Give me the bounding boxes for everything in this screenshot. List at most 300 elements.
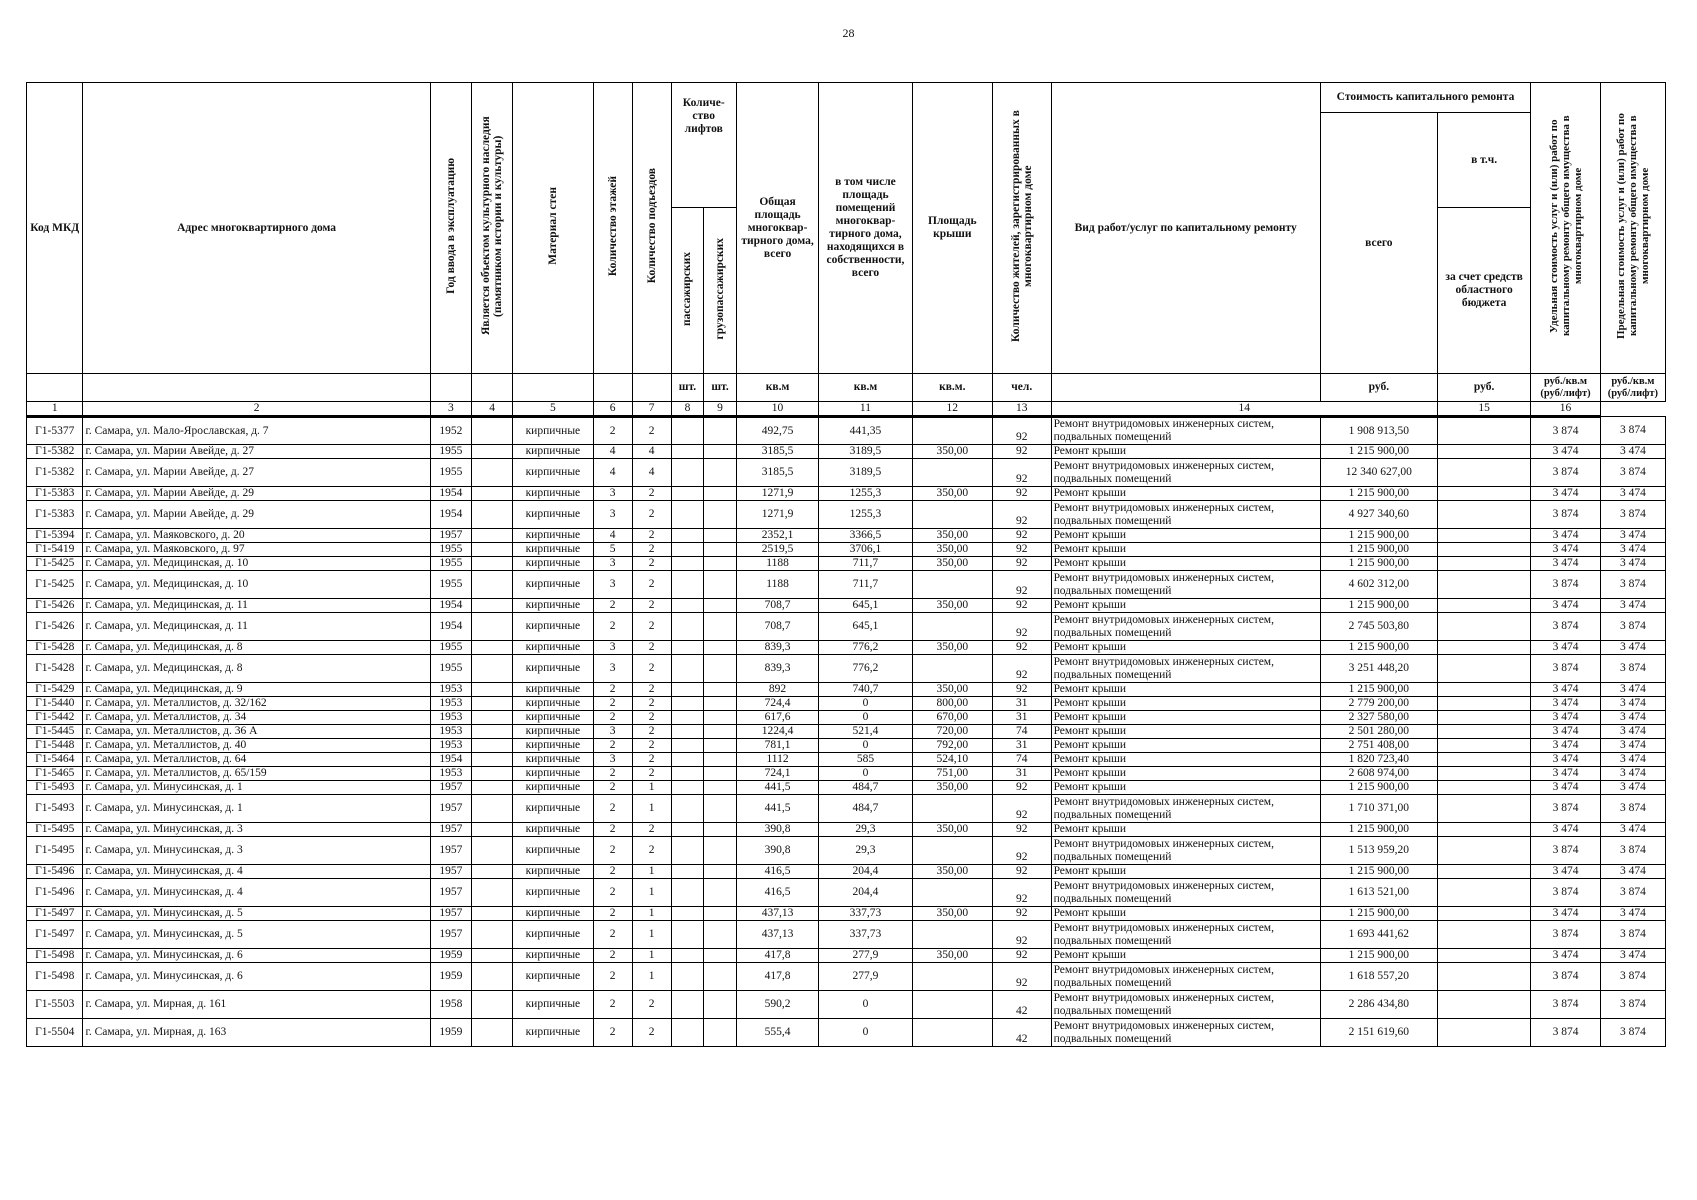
cell-floors: 2	[593, 991, 632, 1019]
cell-year: 1953	[430, 739, 471, 753]
cell-residents: 92	[992, 641, 1051, 655]
cell-unit-cost: 3 874	[1531, 501, 1600, 529]
cell-address: г. Самара, ул. Минусинская, д. 3	[83, 823, 430, 837]
cell-total-area: 839,3	[736, 655, 818, 683]
page-number: 28	[842, 26, 855, 40]
cell-address: г. Самара, ул. Медицинская, д. 8	[83, 641, 430, 655]
cell-total-area: 617,6	[736, 711, 818, 725]
cell-lifts-passenger	[671, 963, 704, 991]
cell-year: 1953	[430, 683, 471, 697]
cell-entrances: 1	[632, 781, 671, 795]
cell-address: г. Самара, ул. Металлистов, д. 36 А	[83, 725, 430, 739]
cell-max-cost: 3 874	[1600, 501, 1665, 529]
cell-max-cost: 3 474	[1600, 949, 1665, 963]
cell-code: Г1-5383	[27, 487, 83, 501]
cell-cost-total: 12 340 627,00	[1320, 459, 1437, 487]
cell-wall-material: кирпичные	[513, 949, 593, 963]
cell-cost-total: 1 215 900,00	[1320, 907, 1437, 921]
cell-cost-total: 3 251 448,20	[1320, 655, 1437, 683]
cell-owned-area: 0	[819, 991, 912, 1019]
cell-unit-cost: 3 474	[1531, 739, 1600, 753]
cell-roof-area: 792,00	[912, 739, 992, 753]
cell-total-area: 708,7	[736, 613, 818, 641]
cell-lifts-passenger	[671, 571, 704, 599]
cell-wall-material: кирпичные	[513, 753, 593, 767]
cell-year: 1953	[430, 697, 471, 711]
cell-cost-regional	[1437, 711, 1530, 725]
cell-wall-material: кирпичные	[513, 907, 593, 921]
cell-cost-total: 1 710 371,00	[1320, 795, 1437, 823]
cell-heritage	[472, 697, 513, 711]
cell-year: 1953	[430, 711, 471, 725]
cell-entrances: 2	[632, 711, 671, 725]
cell-code: Г1-5425	[27, 557, 83, 571]
cell-address: г. Самара, ул. Минусинская, д. 5	[83, 907, 430, 921]
cell-lifts-cargo	[704, 795, 737, 823]
cell-unit-cost: 3 474	[1531, 683, 1600, 697]
cell-cost-regional	[1437, 991, 1530, 1019]
cell-cost-regional	[1437, 767, 1530, 781]
cell-unit-cost: 3 474	[1531, 543, 1600, 557]
table-row	[27, 613, 1666, 641]
header-lifts: Количе-ство лифтов	[671, 83, 736, 208]
cell-owned-area: 484,7	[819, 795, 912, 823]
cell-address: г. Самара, ул. Марии Авейде, д. 29	[83, 487, 430, 501]
cell-residents: 92	[992, 613, 1051, 641]
cell-max-cost: 3 474	[1600, 557, 1665, 571]
cell-lifts-cargo	[704, 529, 737, 543]
header-max-cost: Предельная стоимость услуг и (или) работ по капитальному ремонту общего имущества в многоквартирном доме	[1614, 113, 1651, 339]
cell-year: 1954	[430, 753, 471, 767]
cell-entrances: 1	[632, 879, 671, 907]
cell-address: г. Самара, ул. Минусинская, д. 6	[83, 963, 430, 991]
cell-cost-regional	[1437, 417, 1530, 445]
cell-cost-regional	[1437, 445, 1530, 459]
cell-roof-area: 350,00	[912, 641, 992, 655]
cell-max-cost: 3 474	[1600, 753, 1665, 767]
cell-cost-total: 1 215 900,00	[1320, 487, 1437, 501]
cell-cost-regional	[1437, 641, 1530, 655]
cell-max-cost: 3 474	[1600, 907, 1665, 921]
cell-roof-area: 350,00	[912, 557, 992, 571]
cell-lifts-cargo	[704, 991, 737, 1019]
cell-cost-total: 1 820 723,40	[1320, 753, 1437, 767]
cell-floors: 2	[593, 907, 632, 921]
cell-code: Г1-5377	[27, 417, 83, 445]
cell-entrances: 4	[632, 459, 671, 487]
cell-wall-material: кирпичные	[513, 795, 593, 823]
cell-cost-total: 1 215 900,00	[1320, 865, 1437, 879]
cell-address: г. Самара, ул. Минусинская, д. 5	[83, 921, 430, 949]
cell-cost-regional	[1437, 655, 1530, 683]
col-number: 10	[736, 402, 818, 417]
unit-owned-area: кв.м	[819, 374, 912, 402]
cell-total-area: 1271,9	[736, 487, 818, 501]
cell-lifts-passenger	[671, 879, 704, 907]
cell-code: Г1-5497	[27, 921, 83, 949]
cell-owned-area: 337,73	[819, 907, 912, 921]
cell-max-cost: 3 474	[1600, 487, 1665, 501]
cell-cost-total: 1 613 521,00	[1320, 879, 1437, 907]
table-row	[27, 963, 1666, 991]
cell-roof-area	[912, 991, 992, 1019]
cell-total-area: 708,7	[736, 599, 818, 613]
cell-residents: 92	[992, 865, 1051, 879]
cell-max-cost: 3 874	[1600, 921, 1665, 949]
header-work-type: Вид работ/услуг по капитальному ремонту	[1051, 83, 1320, 374]
cell-address: г. Самара, ул. Минусинская, д. 4	[83, 865, 430, 879]
cell-lifts-cargo	[704, 823, 737, 837]
cell-entrances: 4	[632, 445, 671, 459]
header-cost-regional: за счет средств областного бюджета	[1437, 208, 1530, 374]
cell-cost-total: 1 618 557,20	[1320, 963, 1437, 991]
cell-code: Г1-5382	[27, 459, 83, 487]
table-row	[27, 697, 1666, 711]
cell-entrances: 2	[632, 529, 671, 543]
cell-heritage	[472, 767, 513, 781]
cell-lifts-passenger	[671, 921, 704, 949]
cell-lifts-cargo	[704, 557, 737, 571]
col-number: 7	[632, 402, 671, 417]
cell-max-cost: 3 474	[1600, 767, 1665, 781]
cell-unit-cost: 3 874	[1531, 417, 1600, 445]
cell-work-type: Ремонт внутридомовых инженерных систем, подвальных помещений	[1051, 879, 1320, 907]
cell-residents: 92	[992, 501, 1051, 529]
cell-work-type: Ремонт внутридомовых инженерных систем, подвальных помещений	[1051, 655, 1320, 683]
cell-heritage	[472, 529, 513, 543]
cell-total-area: 3185,5	[736, 459, 818, 487]
header-incl: в т.ч.	[1437, 113, 1530, 208]
cell-roof-area: 720,00	[912, 725, 992, 739]
cell-address: г. Самара, ул. Маяковского, д. 20	[83, 529, 430, 543]
cell-year: 1957	[430, 795, 471, 823]
cell-lifts-cargo	[704, 739, 737, 753]
cell-roof-area	[912, 613, 992, 641]
table-row	[27, 487, 1666, 501]
cell-lifts-cargo	[704, 921, 737, 949]
cell-owned-area: 3189,5	[819, 459, 912, 487]
table-row	[27, 571, 1666, 599]
cell-entrances: 2	[632, 1019, 671, 1047]
cell-work-type: Ремонт крыши	[1051, 781, 1320, 795]
cell-year: 1954	[430, 613, 471, 641]
cell-cost-regional	[1437, 753, 1530, 767]
table-row	[27, 767, 1666, 781]
cell-wall-material: кирпичные	[513, 767, 593, 781]
cell-lifts-passenger	[671, 599, 704, 613]
cell-lifts-cargo	[704, 781, 737, 795]
cell-cost-regional	[1437, 557, 1530, 571]
cell-residents: 92	[992, 879, 1051, 907]
table-row	[27, 907, 1666, 921]
table-row	[27, 711, 1666, 725]
cell-code: Г1-5464	[27, 753, 83, 767]
cell-owned-area: 776,2	[819, 655, 912, 683]
cell-total-area: 416,5	[736, 879, 818, 907]
cell-code: Г1-5445	[27, 725, 83, 739]
cell-entrances: 2	[632, 991, 671, 1019]
cell-max-cost: 3 474	[1600, 697, 1665, 711]
cell-total-area: 555,4	[736, 1019, 818, 1047]
cell-owned-area: 484,7	[819, 781, 912, 795]
table-row	[27, 501, 1666, 529]
unit-cost-total: руб.	[1320, 374, 1437, 402]
cell-address: г. Самара, ул. Медицинская, д. 8	[83, 655, 430, 683]
table-row	[27, 739, 1666, 753]
cell-max-cost: 3 874	[1600, 571, 1665, 599]
cell-floors: 4	[593, 459, 632, 487]
cell-floors: 3	[593, 655, 632, 683]
cell-unit-cost: 3 474	[1531, 781, 1600, 795]
cell-entrances: 2	[632, 683, 671, 697]
cell-floors: 2	[593, 599, 632, 613]
cell-code: Г1-5429	[27, 683, 83, 697]
cell-residents: 92	[992, 795, 1051, 823]
cell-residents: 92	[992, 823, 1051, 837]
cell-lifts-passenger	[671, 655, 704, 683]
cell-residents: 92	[992, 907, 1051, 921]
cell-owned-area: 1255,3	[819, 501, 912, 529]
cell-year: 1952	[430, 417, 471, 445]
cell-heritage	[472, 725, 513, 739]
cell-residents: 92	[992, 921, 1051, 949]
cell-wall-material: кирпичные	[513, 739, 593, 753]
cell-cost-regional	[1437, 571, 1530, 599]
cell-year: 1957	[430, 823, 471, 837]
table-row	[27, 837, 1666, 865]
cell-code: Г1-5504	[27, 1019, 83, 1047]
cell-roof-area: 350,00	[912, 487, 992, 501]
cell-year: 1957	[430, 921, 471, 949]
cell-lifts-cargo	[704, 599, 737, 613]
header-lifts-passenger: пассажирских	[681, 251, 694, 326]
table-row	[27, 991, 1666, 1019]
cell-max-cost: 3 874	[1600, 417, 1665, 445]
cell-owned-area: 645,1	[819, 599, 912, 613]
cell-lifts-passenger	[671, 641, 704, 655]
cell-wall-material: кирпичные	[513, 543, 593, 557]
cell-entrances: 1	[632, 907, 671, 921]
cell-unit-cost: 3 874	[1531, 991, 1600, 1019]
header-year: Год ввода в эксплуатацию	[444, 158, 457, 294]
cell-max-cost: 3 874	[1600, 963, 1665, 991]
cell-address: г. Самара, ул. Марии Авейде, д. 27	[83, 459, 430, 487]
cell-heritage	[472, 613, 513, 641]
cell-lifts-passenger	[671, 823, 704, 837]
col-number: 5	[513, 402, 593, 417]
cell-unit-cost: 3 474	[1531, 907, 1600, 921]
cell-floors: 2	[593, 1019, 632, 1047]
cell-entrances: 1	[632, 865, 671, 879]
cell-wall-material: кирпичные	[513, 865, 593, 879]
cell-code: Г1-5419	[27, 543, 83, 557]
cell-address: г. Самара, ул. Мирная, д. 163	[83, 1019, 430, 1047]
cell-residents: 92	[992, 445, 1051, 459]
cell-work-type: Ремонт внутридомовых инженерных систем, подвальных помещений	[1051, 459, 1320, 487]
cell-residents: 92	[992, 557, 1051, 571]
cell-year: 1957	[430, 865, 471, 879]
table-row	[27, 1019, 1666, 1047]
cell-max-cost: 3 874	[1600, 795, 1665, 823]
col-number: 3	[430, 402, 471, 417]
unit-unit-cost: руб./кв.м (руб/лифт)	[1531, 374, 1600, 402]
header-cost-total: всего	[1320, 113, 1437, 374]
cell-lifts-cargo	[704, 655, 737, 683]
cell-roof-area	[912, 1019, 992, 1047]
cell-work-type: Ремонт крыши	[1051, 641, 1320, 655]
cell-address: г. Самара, ул. Мало-Ярославская, д. 7	[83, 417, 430, 445]
cell-max-cost: 3 474	[1600, 781, 1665, 795]
cell-lifts-passenger	[671, 1019, 704, 1047]
cell-total-area: 416,5	[736, 865, 818, 879]
cell-floors: 2	[593, 823, 632, 837]
table-row	[27, 795, 1666, 823]
cell-code: Г1-5493	[27, 795, 83, 823]
cell-owned-area: 0	[819, 1019, 912, 1047]
cell-code: Г1-5382	[27, 445, 83, 459]
cell-max-cost: 3 874	[1600, 655, 1665, 683]
cell-lifts-passenger	[671, 725, 704, 739]
cell-cost-regional	[1437, 725, 1530, 739]
cell-total-area: 724,4	[736, 697, 818, 711]
cell-entrances: 2	[632, 823, 671, 837]
cell-heritage	[472, 711, 513, 725]
cell-address: г. Самара, ул. Металлистов, д. 65/159	[83, 767, 430, 781]
cell-lifts-passenger	[671, 753, 704, 767]
cell-residents: 92	[992, 599, 1051, 613]
cell-work-type: Ремонт крыши	[1051, 823, 1320, 837]
cell-floors: 2	[593, 711, 632, 725]
cell-year: 1957	[430, 907, 471, 921]
cell-lifts-cargo	[704, 487, 737, 501]
cell-total-area: 1188	[736, 557, 818, 571]
col-number: 14	[1051, 402, 1437, 417]
cell-year: 1957	[430, 529, 471, 543]
cell-lifts-passenger	[671, 795, 704, 823]
cell-cost-total: 1 215 900,00	[1320, 529, 1437, 543]
cell-work-type: Ремонт внутридомовых инженерных систем, подвальных помещений	[1051, 963, 1320, 991]
table-row	[27, 557, 1666, 571]
cell-total-area: 2519,5	[736, 543, 818, 557]
cell-wall-material: кирпичные	[513, 781, 593, 795]
cell-unit-cost: 3 874	[1531, 921, 1600, 949]
cell-lifts-passenger	[671, 781, 704, 795]
cell-unit-cost: 3 474	[1531, 949, 1600, 963]
cell-roof-area	[912, 963, 992, 991]
cell-year: 1955	[430, 445, 471, 459]
cell-unit-cost: 3 874	[1531, 837, 1600, 865]
cell-cost-regional	[1437, 879, 1530, 907]
cell-lifts-passenger	[671, 711, 704, 725]
cell-cost-total: 1 215 900,00	[1320, 641, 1437, 655]
cell-cost-total: 2 745 503,80	[1320, 613, 1437, 641]
cell-work-type: Ремонт крыши	[1051, 487, 1320, 501]
cell-code: Г1-5428	[27, 655, 83, 683]
cell-floors: 2	[593, 613, 632, 641]
cell-max-cost: 3 474	[1600, 641, 1665, 655]
cell-work-type: Ремонт крыши	[1051, 907, 1320, 921]
cell-year: 1955	[430, 459, 471, 487]
cell-total-area: 441,5	[736, 781, 818, 795]
cell-roof-area: 350,00	[912, 823, 992, 837]
cell-lifts-passenger	[671, 865, 704, 879]
cell-wall-material: кирпичные	[513, 445, 593, 459]
cell-wall-material: кирпичные	[513, 725, 593, 739]
cell-lifts-cargo	[704, 571, 737, 599]
cell-lifts-passenger	[671, 487, 704, 501]
cell-wall-material: кирпичные	[513, 655, 593, 683]
cell-lifts-passenger	[671, 557, 704, 571]
cell-cost-regional	[1437, 529, 1530, 543]
col-number: 2	[83, 402, 430, 417]
cell-entrances: 1	[632, 963, 671, 991]
cell-unit-cost: 3 474	[1531, 557, 1600, 571]
cell-residents: 92	[992, 529, 1051, 543]
cell-cost-total: 1 215 900,00	[1320, 949, 1437, 963]
cell-code: Г1-5496	[27, 865, 83, 879]
cell-lifts-passenger	[671, 949, 704, 963]
cell-roof-area: 350,00	[912, 445, 992, 459]
cell-wall-material: кирпичные	[513, 697, 593, 711]
cell-entrances: 2	[632, 837, 671, 865]
cell-heritage	[472, 571, 513, 599]
cell-year: 1957	[430, 879, 471, 907]
cell-entrances: 2	[632, 641, 671, 655]
cell-work-type: Ремонт крыши	[1051, 529, 1320, 543]
table-header	[27, 83, 1666, 417]
table-body	[27, 417, 1666, 1047]
cell-entrances: 2	[632, 501, 671, 529]
cell-owned-area: 711,7	[819, 557, 912, 571]
table-row	[27, 543, 1666, 557]
cell-residents: 74	[992, 725, 1051, 739]
cell-entrances: 1	[632, 921, 671, 949]
cell-total-area: 390,8	[736, 823, 818, 837]
table-row	[27, 949, 1666, 963]
cell-owned-area: 277,9	[819, 963, 912, 991]
cell-entrances: 2	[632, 753, 671, 767]
cell-owned-area: 0	[819, 739, 912, 753]
cell-owned-area: 204,4	[819, 879, 912, 907]
cell-wall-material: кирпичные	[513, 571, 593, 599]
cell-total-area: 417,8	[736, 949, 818, 963]
cell-wall-material: кирпичные	[513, 879, 593, 907]
cell-entrances: 2	[632, 487, 671, 501]
cell-heritage	[472, 963, 513, 991]
cell-code: Г1-5503	[27, 991, 83, 1019]
cell-lifts-passenger	[671, 991, 704, 1019]
cell-address: г. Самара, ул. Металлистов, д. 64	[83, 753, 430, 767]
cell-floors: 2	[593, 921, 632, 949]
cell-entrances: 2	[632, 599, 671, 613]
cell-cost-total: 2 151 619,60	[1320, 1019, 1437, 1047]
cell-unit-cost: 3 474	[1531, 529, 1600, 543]
cell-lifts-cargo	[704, 501, 737, 529]
cell-roof-area	[912, 879, 992, 907]
cell-roof-area	[912, 655, 992, 683]
cell-heritage	[472, 795, 513, 823]
col-number: 11	[819, 402, 912, 417]
cell-owned-area: 204,4	[819, 865, 912, 879]
cell-lifts-cargo	[704, 445, 737, 459]
cell-floors: 3	[593, 571, 632, 599]
unit-cost-regional: руб.	[1437, 374, 1530, 402]
cell-code: Г1-5465	[27, 767, 83, 781]
cell-lifts-cargo	[704, 865, 737, 879]
table-row	[27, 823, 1666, 837]
cell-heritage	[472, 655, 513, 683]
cell-address: г. Самара, ул. Медицинская, д. 10	[83, 571, 430, 599]
